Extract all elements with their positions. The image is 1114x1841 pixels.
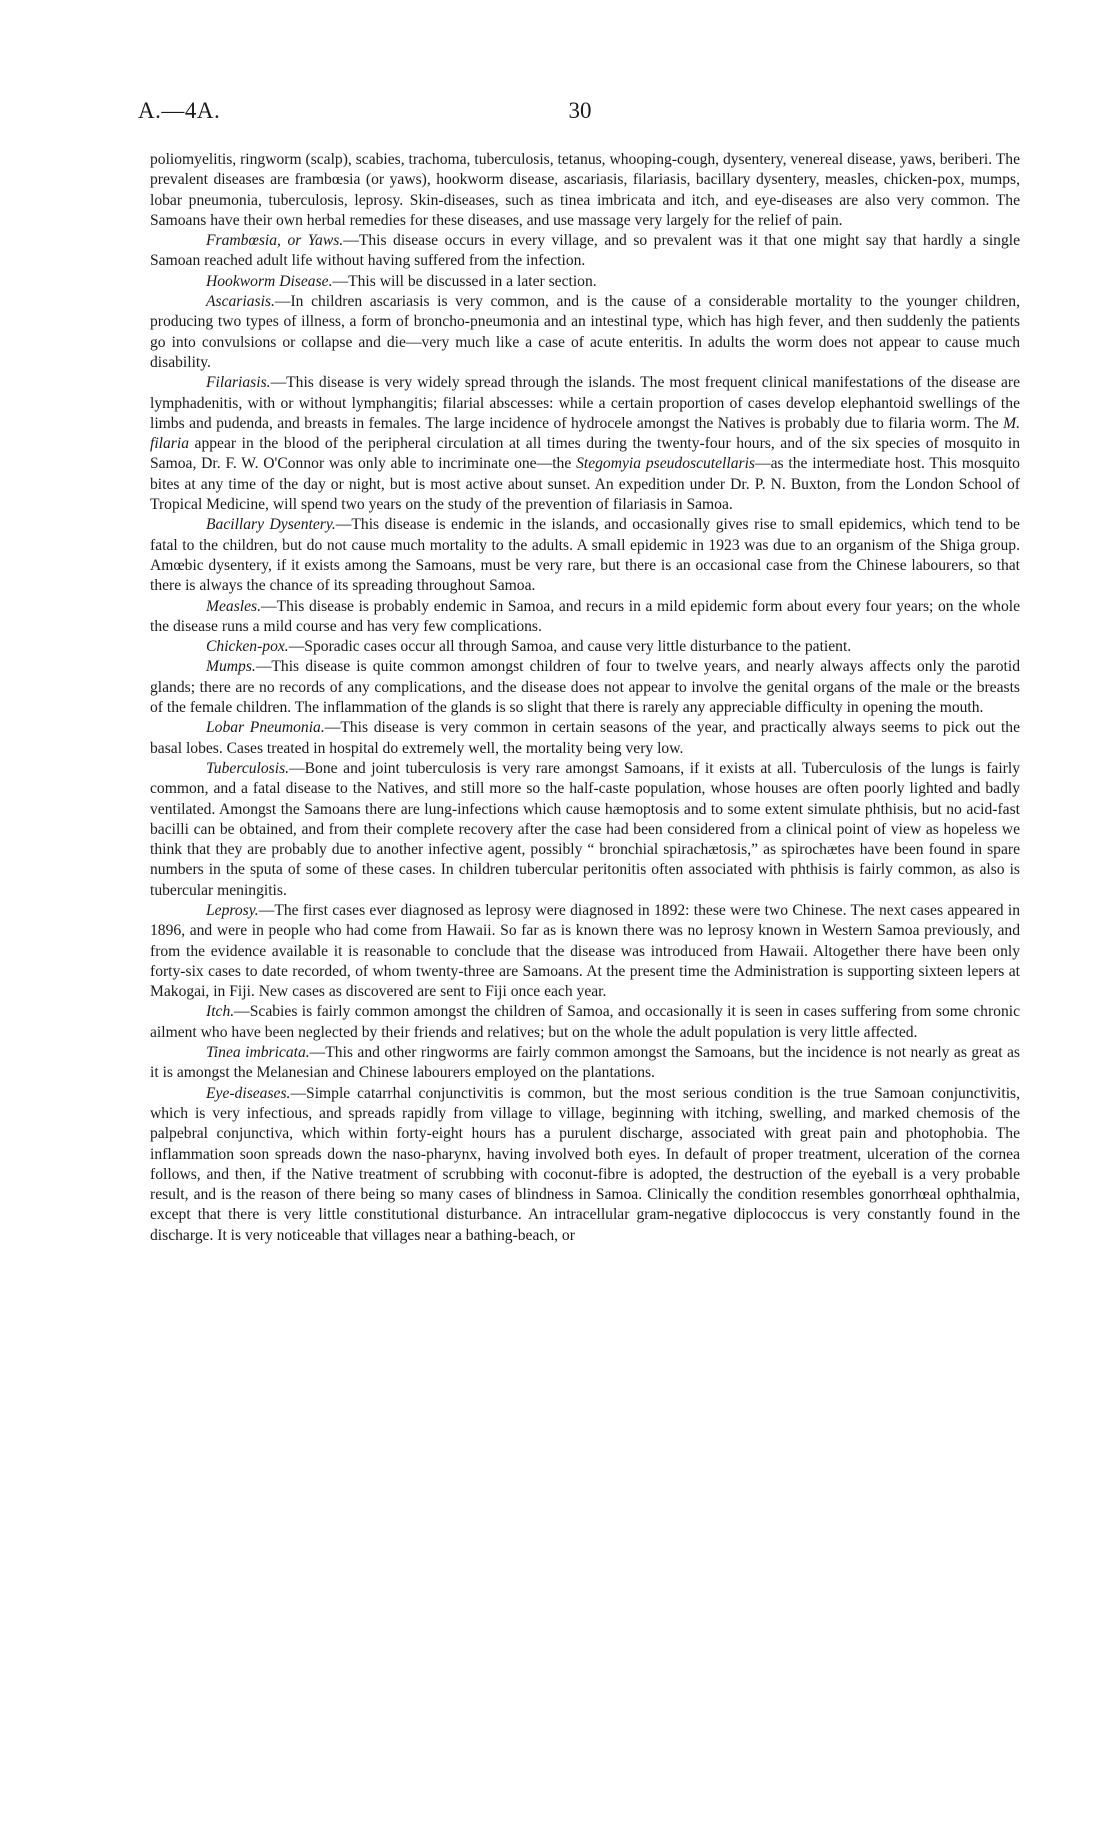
paragraph-text: —Bone and joint tuberculosis is very rare amongst Samoans, if it exists at all. Tuberculosis of the lungs is fairly common, and a fatal disease to the Natives, and still more so the half-caste population, whose houses are often poorly lighted and badly ventilated. Amongst the Samoans there are lung-infections which cause hæmoptosis and to some extent simulate phthisis, but no acid-fast bacilli can be obtained, and from their complete recovery after the case had been considered from a clinical point of view as hopeless we think that they are probably due to another infective agent, possibly “ bronchial spirachætosis,” as spirochætes have been found in spare numbers in the sputa of some of these cases. In children tubercular peritonitis often associated with phthisis is fairly common, as also is tubercular meningitis.	[150, 759, 1020, 899]
paragraph-text: —This disease is probably endemic in Samoa, and recurs in a mild epidemic form about every four years; on the whole the disease runs a mild course and has very few complications.	[150, 597, 1020, 635]
paragraph-text: —This disease is quite common amongst children of four to twelve years, and nearly always affects only the parotid glands; there are no records of any complications, and the disease does not appear to involve the genital organs of the male or the breasts of the female children. The inflammation of the glands is so slight that there is rarely any appreciable difficulty in opening the mouth.	[150, 658, 1020, 717]
paragraph-itch	[150, 1002, 1020, 1043]
section-term: Hookworm Disease.	[206, 272, 333, 290]
paragraph-text: —Scabies is fairly common amongst the children of Samoa, and occasionally it is seen in cases suffering from some chronic ailment who have been neglected by their friends and relatives; but on the whole the adult population is very little affected.	[150, 1003, 1020, 1041]
paragraph-text: poliomyelitis, ringworm (scalp), scabies, trachoma, tuberculosis, tetanus, whooping-cough, dysentery, venereal disease, yaws, beriberi. The prevalent diseases are frambœsia (or yaws), hookworm disease, ascariasis, filariasis, bacillary dysentery, measles, chicken-pox, mumps, lobar pneumonia, tuberculosis, leprosy. Skin-diseases, such as tinea imbricata and itch, and eye-diseases are also very common. The Samoans have their own herbal remedies for these diseases, and use massage very largely for the relief of pain.	[150, 151, 1020, 229]
paragraph-text: —This will be discussed in a later section.	[332, 272, 597, 290]
paragraph-tuberculosis	[150, 759, 1020, 901]
section-term: Bacillary Dysentery.	[206, 516, 336, 534]
paragraph-intro	[150, 150, 1020, 231]
paragraph-tinea-imbricata	[150, 1043, 1020, 1084]
paragraph-mumps	[150, 657, 1020, 718]
paragraph-lobar-pneumonia	[150, 718, 1020, 759]
section-term: Ascariasis.	[206, 293, 275, 311]
section-term: Lobar Pneumonia.	[206, 719, 325, 737]
section-term: Measles.	[206, 597, 261, 615]
paragraph-ascariasis	[150, 292, 1020, 373]
section-term: Chicken-pox.	[206, 638, 289, 656]
paragraph-filariasis	[150, 373, 1020, 515]
paragraph-frambœsia	[150, 231, 1020, 272]
section-term: Mumps.	[206, 658, 256, 676]
species-name: M. filaria	[150, 414, 1020, 453]
page-header	[138, 98, 1022, 128]
paragraph-measles	[150, 597, 1020, 638]
paragraph-text: —This disease is endemic in the islands, and occasionally gives rise to small epidemics, which tend to be fatal to the children, but do not cause much mortality to the adults. A small epidemic in 1923 was due to an organism of the Shiga group. Amœbic dysentery, if it exists among the Samoans, must be very rare, but there is an occasional case from the Chinese labourers, so that there is always the chance of its spreading throughout Samoa.	[150, 516, 1020, 595]
paragraph-text: —In children ascariasis is very common, and is the cause of a considerable mortality to the younger children, producing two types of illness, a form of broncho-pneumonia and an intestinal type, which has high fever, and then suddenly the patients go into convulsions or collapse and die—very much like a case of acute enteritis. In adults the worm does not appear to cause much disability.	[150, 293, 1020, 371]
section-term: Tinea imbricata.	[206, 1044, 310, 1062]
section-term: Eye-diseases.	[206, 1084, 291, 1102]
section-term: Filariasis.	[206, 374, 271, 392]
paragraph-leprosy	[150, 901, 1020, 1002]
section-term: Frambœsia, or Yaws.	[206, 232, 344, 250]
paragraph-eye-diseases	[150, 1084, 1020, 1246]
page-number: 30	[568, 98, 592, 123]
species-name: Stegomyia pseudoscutellaris	[576, 455, 755, 473]
paragraph-text: —Simple catarrhal conjunctivitis is common, but the most serious condition is the true Samoan conjunctivitis, which is very infectious, and spreads rapidly from village to village, beginning with itching, swelling, and marked chemosis of the palpebral conjunctiva, which within forty-eight hours has a purulent discharge, associated with great pain and photophobia. The inflammation soon spreads down the naso-pharynx, having involved both eyes. In default of proper treatment, ulceration of the cornea follows, and then, if the Native treatment of scrubbing with coconut-fibre is adopted, the destruction of the eyeball is a very probable result, and is the reason of there being so many cases of blindness in Samoa. Clinically the condition resembles gonorrhœal ophthalmia, except that there is very little constitutional disturbance. An intracellular gram-negative diplococcus is very constantly found in the discharge. It is very noticeable that villages near a bathing-beach, or	[150, 1084, 1020, 1244]
paragraph-text: appear in the blood of the peripheral circulation at all times during the twenty-four hours, and of the six species of mosquito in Samoa, Dr. F. W. O'Connor was only able to incriminate one—the	[150, 435, 1020, 473]
paragraph-text: —This disease occurs in every village, and so prevalent was it that one might say that hardly a single Samoan reached adult life without having suffered from the infection.	[150, 232, 1021, 270]
section-term: Tuberculosis.	[206, 759, 290, 777]
section-term: Leprosy.	[206, 901, 259, 919]
paragraph-hookworm	[150, 272, 1020, 292]
paragraph-text: —This and other ringworms are fairly common amongst the Samoans, but the incidence is not nearly as great as it is amongst the Melanesian and Chinese labourers employed on the plantations.	[150, 1044, 1020, 1082]
document-id: A.—4A.	[138, 98, 221, 123]
body-text	[150, 150, 1020, 1246]
paragraph-text: —as the intermediate host. This mosquito bites at any time of the day or night, but is most active about sunset. An expedition under Dr. P. N. Buxton, from the London School of Tropical Medicine, will spend two years on the study of the prevention of filariasis in Samoa.	[150, 455, 1020, 514]
paragraph-text: —This disease is very common in certain seasons of the year, and practically always seems to pick out the basal lobes. Cases treated in hospital do extremely well, the mortality being very low.	[150, 719, 1020, 757]
paragraph-bacillary-dysentery	[150, 515, 1020, 596]
section-term: Itch.	[206, 1003, 235, 1021]
paragraph-text: —The first cases ever diagnosed as leprosy were diagnosed in 1892: these were two Chinese. The next cases appeared in 1896, and were in people who had come from Hawaii. So far as is known there was no leprosy known in Western Samoa previously, and from the evidence available it is reasonable to conclude that the disease was introduced from Hawaii. Altogether there have been only forty-six cases to date recorded, of whom twenty-three are Samoans. At the present time the Administration is supporting sixteen lepers at Makogai, in Fiji. New cases as discovered are sent to Fiji once each year.	[150, 901, 1020, 1001]
paragraph-text: —This disease is very widely spread through the islands. The most frequent clinical manifestations of the disease are lymphadenitis, with or without lymphangitis; filarial abscesses: while a certain proportion of cases develop elephantoid swellings of the limbs and pudenda, and breasts in females. The large incidence of hydrocele amongst the Natives is probably due to filaria worm. The	[150, 374, 1020, 432]
paragraph-chicken-pox	[150, 637, 1020, 657]
paragraph-text: —Sporadic cases occur all through Samoa, and cause very little disturbance to the patient.	[288, 638, 852, 656]
